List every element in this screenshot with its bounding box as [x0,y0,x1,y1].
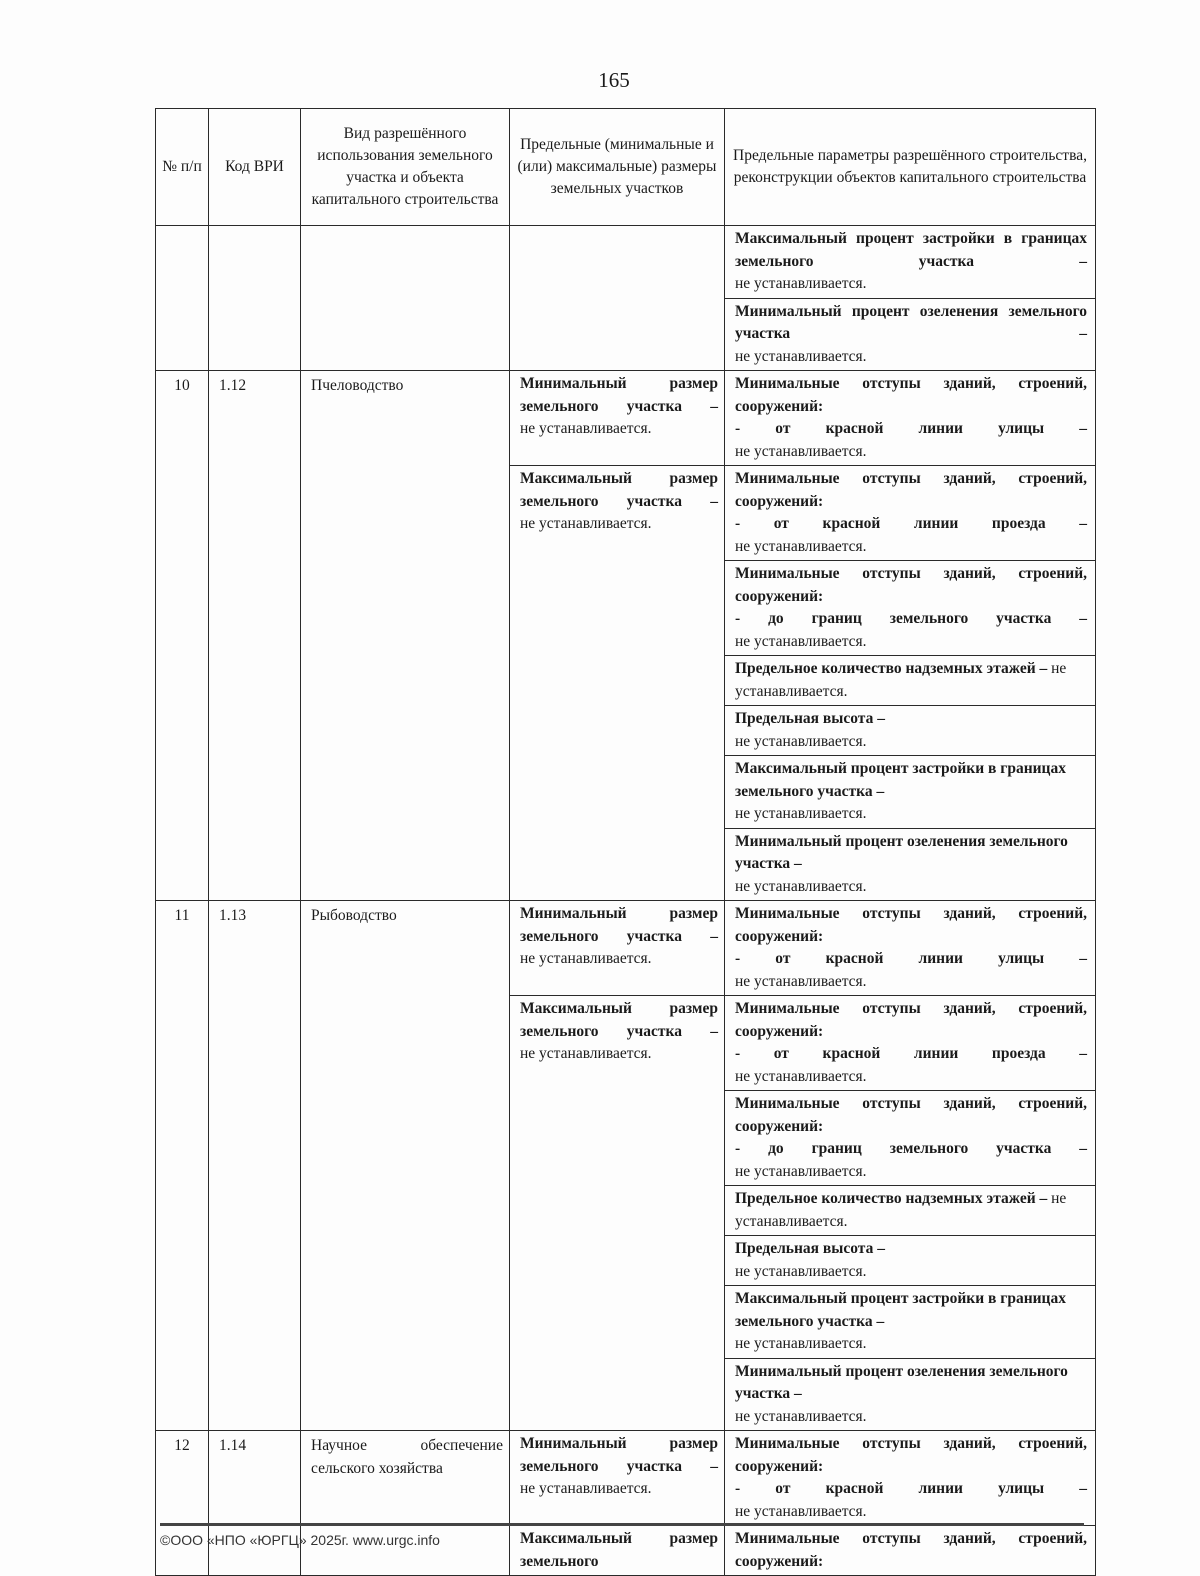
vri-code: 1.14 [209,1431,301,1576]
param-cell [725,1526,1096,1576]
param-cell [725,706,1096,756]
param-bold: Минимальные отступы зданий, строений, сооружений: [735,1530,1087,1570]
size-bold: Максимальный размер земельного участка – [520,470,718,510]
param-sub: - от красной линии улицы – [735,1480,1087,1497]
size-bold: Минимальный размер земельного участка – [520,1435,718,1475]
param-sub: - от красной линии проезда – [735,1045,1087,1062]
param-cell [725,1286,1096,1359]
param-cell [725,371,1096,466]
param-bold: Максимальный процент застройки в границах земельного участка – [735,230,1087,270]
table-row [156,371,1096,466]
param-value: не устанавливается. [735,1262,867,1280]
param-sub: - от красной линии проезда – [735,515,1087,532]
param-value: не устанавливается. [735,1190,1067,1230]
param-value: не устанавливается. [735,632,867,650]
header-num: № п/п [156,109,209,226]
param-value: не устанавливается. [735,275,867,292]
table-row [156,1431,1096,1526]
param-value: не устанавливается. [735,442,867,460]
param-cell [725,901,1096,996]
size-min-cell [510,901,725,996]
param-sub: - до границ земельного участка – [735,1140,1087,1157]
param-cell [725,1358,1096,1431]
param-value: не устанавливается. [735,660,1067,700]
param-bold: Предельная высота – [735,710,885,727]
param-cell [725,561,1096,656]
param-cell [725,298,1096,371]
param-bold: Минимальные отступы зданий, строений, сооружений: [735,1435,1087,1475]
size-value: не устанавливается. [520,950,652,967]
param-sub: - до границ земельного участка – [735,610,1087,627]
param-bold: Минимальные отступы зданий, строений, сооружений: [735,1095,1087,1135]
param-bold: Минимальные отступы зданий, строений, сооружений: [735,375,1087,415]
param-cell [725,226,1096,299]
param-cell [725,1091,1096,1186]
size-bold: Максимальный размер земельного [520,1530,718,1570]
size-max-cell [510,996,725,1431]
param-value: не устанавливается. [735,1335,867,1352]
vri-code: 1.12 [209,371,301,901]
param-value: не устанавливается. [735,972,867,990]
cell-empty [156,226,209,371]
row-number: 10 [156,371,209,901]
use-type: Рыбоводство [301,901,510,1431]
param-bold: Минимальные отступы зданий, строений, сооружений: [735,1000,1087,1040]
page-number: 165 [598,68,630,92]
param-cell [725,466,1096,561]
cell-empty [209,226,301,371]
size-value: не устанавливается. [520,420,652,437]
param-bold: Предельное количество надземных этажей – [735,660,1048,677]
param-bold: Минимальный процент озеленения земельного участка – [735,832,1068,872]
header-type: Вид разрешённого использования земельного участка и объекта капитального строительства [301,109,510,226]
param-bold: Предельное количество надземных этажей – [735,1190,1048,1207]
use-type: Пчеловодство [301,371,510,901]
param-cell [725,1431,1096,1526]
header-code: Код ВРИ [209,109,301,226]
cell-empty [301,226,510,371]
row-number: 11 [156,901,209,1431]
footer-divider [160,1523,1084,1526]
param-bold: Максимальный процент застройки в границах земельного участка – [735,1290,1066,1330]
param-bold: Минимальные отступы зданий, строений, сооружений: [735,905,1087,945]
param-value: не устанавливается. [735,805,867,822]
vri-code: 1.13 [209,901,301,1431]
param-bold: Минимальный процент озеленения земельного участка – [735,302,1087,342]
param-value: не устанавливается. [735,1067,867,1085]
size-bold: Максимальный размер земельного участка – [520,1000,718,1040]
size-value: не устанавливается. [520,1045,652,1062]
param-value: не устанавливается. [735,1407,867,1425]
param-value: не устанавливается. [735,537,867,555]
table-row [156,226,1096,299]
use-type: Научное обеспечение сельского хозяйства [301,1431,510,1576]
header-params: Предельные параметры разрешённого строительства, реконструкции объектов капитального строительства [725,109,1096,226]
param-bold: Максимальный процент застройки в границах земельного участка – [735,760,1066,800]
table-header-row [156,109,1096,226]
param-bold: Минимальный процент озеленения земельного участка – [735,1362,1068,1402]
size-value: не устанавливается. [520,1480,652,1497]
param-bold: Минимальные отступы зданий, строений, сооружений: [735,565,1087,605]
param-cell [725,996,1096,1091]
size-value: не устанавливается. [520,515,652,532]
param-cell [725,656,1096,706]
param-value: не устанавливается. [735,1502,867,1520]
regulations-table [155,108,1096,1576]
size-bold: Минимальный размер земельного участка – [520,375,718,415]
size-min-cell [510,1431,725,1526]
param-sub: - от красной линии улицы – [735,950,1087,967]
footer-copyright: ©ООО «НПО «ЮРГЦ» 2025г. www.urgc.info [160,1532,440,1548]
row-number: 12 [156,1431,209,1576]
cell-empty [510,226,725,371]
param-sub: - от красной линии улицы – [735,420,1087,437]
param-bold: Минимальные отступы зданий, строений, сооружений: [735,470,1087,510]
param-cell [725,756,1096,829]
param-value: не устанавливается. [735,1162,867,1180]
table-row [156,901,1096,996]
param-cell [725,1236,1096,1286]
param-cell [725,1186,1096,1236]
size-min-cell [510,371,725,466]
param-value: не устанавливается. [735,732,867,750]
param-value: не устанавливается. [735,877,867,895]
param-cell [725,828,1096,901]
param-value: не устанавливается. [735,347,867,365]
size-bold: Минимальный размер земельного участка – [520,905,718,945]
param-bold: Предельная высота – [735,1240,885,1257]
size-max-cell [510,466,725,901]
size-max-cell [510,1526,725,1576]
header-sizes: Предельные (минимальные и (или) максимальные) размеры земельных участков [510,109,725,226]
